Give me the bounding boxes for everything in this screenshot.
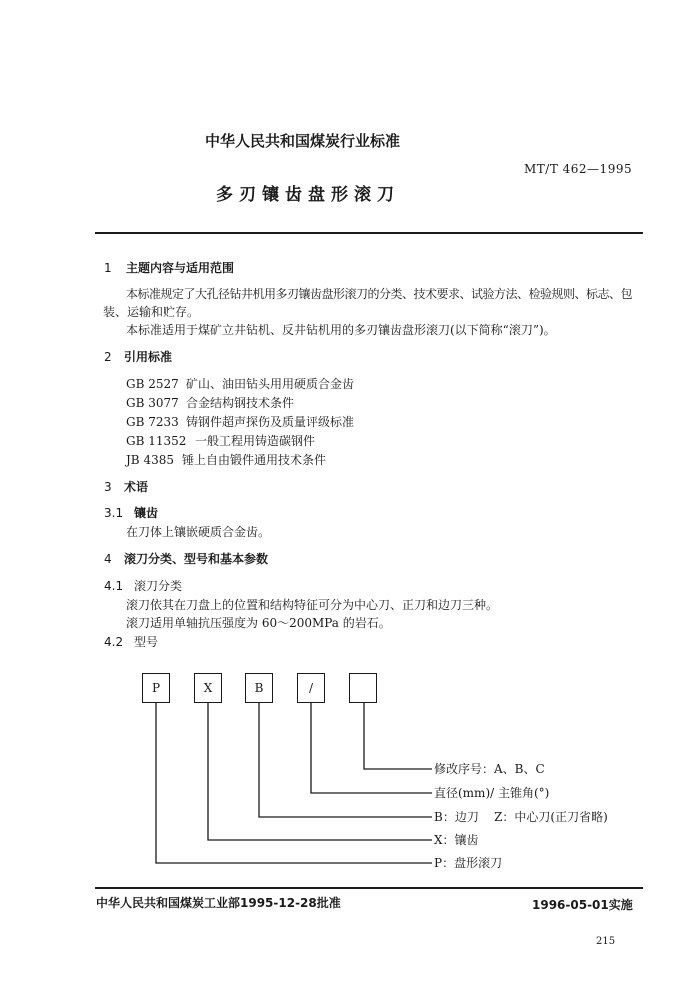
section-1-para-1-line-2: 装、运输和贮存。 xyxy=(103,305,200,319)
model-box-b: B xyxy=(245,673,273,703)
org-title: 中华人民共和国煤炭行业标准 xyxy=(205,132,401,150)
model-box-x: X xyxy=(194,673,222,703)
section-1-para-1-line-1: 本标准规定了大孔径钻井机用多刃镶齿盘形滚刀的分类、技术要求、试验方法、检验规则、标志、包 xyxy=(126,287,633,301)
section-4-1-number: 4.1 xyxy=(104,579,124,593)
ref-name: 锤上自由锻件通用技术条件 xyxy=(182,453,327,467)
ref-name: 合金结构钢技术条件 xyxy=(186,396,295,410)
ref-code: GB 3077 xyxy=(126,396,179,410)
model-box-p: P xyxy=(142,673,170,703)
section-2-title: 引用标准 xyxy=(124,350,173,364)
section-1-para-2: 本标准适用于煤矿立井钻机、反井钻机用的多刃镶齿盘形滚刀(以下简称“滚刀”)。 xyxy=(126,323,556,337)
ref-code: GB 11352 xyxy=(126,434,187,448)
section-4-2-title: 型号 xyxy=(134,635,159,649)
model-label-disc-cutter: P：盘形滚刀 xyxy=(434,856,503,870)
model-box-slash: / xyxy=(297,673,325,703)
standard-number: MT/T 462—1995 xyxy=(524,162,633,176)
section-4-2-number: 4.2 xyxy=(104,635,124,649)
section-1-number: 1 xyxy=(104,261,112,275)
model-label-type: B：边刀 Z：中心刀(正刀省略) xyxy=(434,810,608,824)
section-3-title: 术语 xyxy=(124,480,149,494)
section-4-1-line-2: 滚刀适用单轴抗压强度为 60～200MPa 的岩石。 xyxy=(126,616,391,630)
document-title: 多刃镶齿盘形滚刀 xyxy=(216,185,400,205)
section-3-number: 3 xyxy=(104,480,112,494)
section-3-1-text: 在刀体上镶嵌硬质合金齿。 xyxy=(126,525,271,539)
section-2-number: 2 xyxy=(104,350,112,364)
model-box-revision xyxy=(349,673,377,703)
model-label-insert: X：镶齿 xyxy=(434,833,479,847)
ref-code: JB 4385 xyxy=(126,453,174,467)
section-3-1-number: 3.1 xyxy=(104,506,124,520)
section-4-1-line-1: 滚刀依其在刀盘上的位置和结构特征可分为中心刀、正刀和边刀三种。 xyxy=(126,598,499,612)
section-4-1-title: 滚刀分类 xyxy=(134,579,183,593)
section-1-title: 主题内容与适用范围 xyxy=(126,261,235,275)
ref-name: 一般工程用铸造碳钢件 xyxy=(195,434,316,448)
section-3-1-title: 镶齿 xyxy=(134,506,159,520)
model-label-revision: 修改序号：A、B、C xyxy=(434,762,545,776)
ref-name: 铸钢件超声探伤及质量评级标准 xyxy=(186,415,355,429)
ref-code: GB 7233 xyxy=(126,415,179,429)
ref-code: GB 2527 xyxy=(126,377,179,391)
model-label-diameter: 直径(mm)/ 主锥角(°) xyxy=(434,786,550,800)
effective-date: 1996-05-01实施 xyxy=(532,898,633,912)
section-4-number: 4 xyxy=(104,552,112,566)
footer-rule xyxy=(95,887,643,889)
section-4-title: 滚刀分类、型号和基本参数 xyxy=(124,552,269,566)
ref-name: 矿山、油田钻头用用硬质合金齿 xyxy=(186,377,355,391)
approval-statement: 中华人民共和国煤炭工业部1995-12-28批准 xyxy=(96,896,341,910)
page-number: 215 xyxy=(596,936,616,947)
